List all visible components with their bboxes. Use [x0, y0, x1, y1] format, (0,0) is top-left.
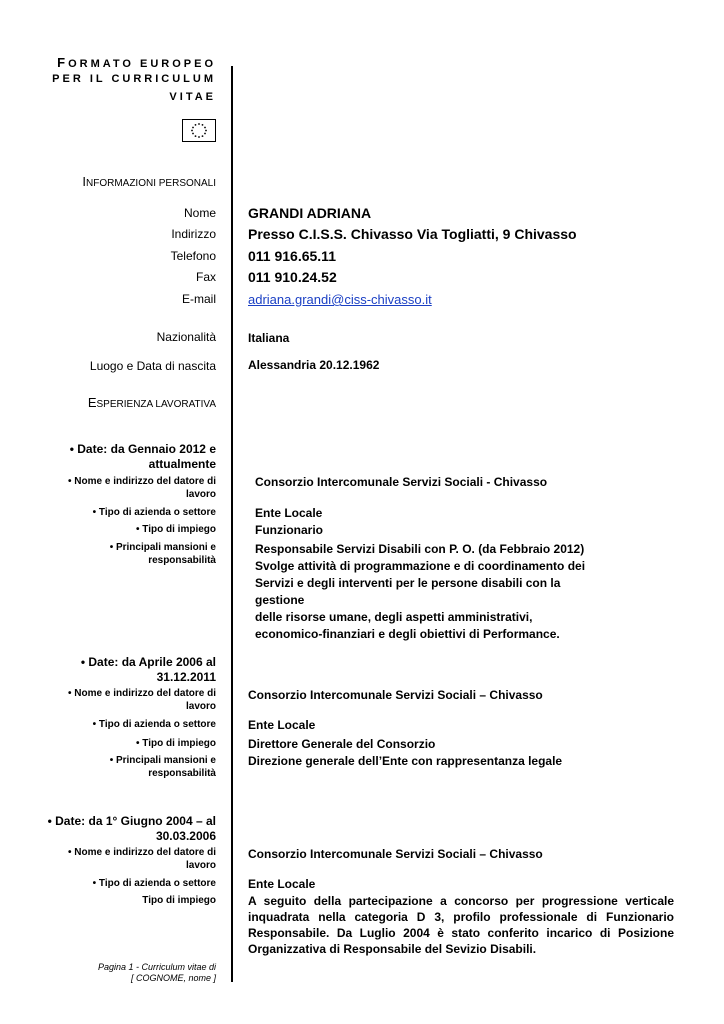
eu-flag-icon: [182, 119, 216, 142]
entry-2-duties-label: • Principali mansioni e responsabilità: [109, 755, 216, 779]
entry-3-date: • Date: da 1° Giugno 2004 – al 30.03.2006: [47, 814, 216, 843]
entry-3-employer: Consorzio Intercomunale Servizi Sociali – Chivasso: [248, 847, 543, 861]
title-line-2: PER IL CURRICULUM: [52, 73, 216, 85]
entry-1-duties-line: Servizi e degli interventi per le persone disabili con la gestione: [255, 576, 561, 607]
entry-1-duties: [255, 541, 595, 643]
title-line-1: FORMATO EUROPEO: [57, 55, 216, 70]
value-fax: 011 910.24.52: [248, 269, 337, 285]
entry-1-employer: Consorzio Intercomunale Servizi Sociali - Chivasso: [255, 475, 548, 489]
entry-2-date: • Date: da Aprile 2006 al 31.12.2011: [80, 655, 216, 684]
experience-heading: ESPERIENZA LAVORATIVA: [87, 395, 216, 410]
title-line-3: VITAE: [169, 91, 216, 103]
entry-3-employer-label: • Nome e indirizzo del datore di lavoro: [68, 847, 216, 871]
page-footer: [76, 962, 216, 984]
column-divider: [231, 66, 233, 982]
entry-1-job: Funzionario: [255, 523, 323, 537]
entry-1-date: • Date: da Gennaio 2012 e attualmente: [69, 442, 216, 471]
entry-3-sector-label: • Tipo di azienda o settore: [92, 878, 216, 889]
entry-2-sector-label: • Tipo di azienda o settore: [92, 719, 216, 730]
value-nazionalita: Italiana: [248, 331, 290, 345]
value-luogo-data-nascita: Alessandria 20.12.1962: [248, 358, 380, 372]
entry-1-duties-line: Responsabile Servizi Disabili con P. O. (da Febbraio 2012): [255, 542, 585, 556]
footer-line-2: [ COGNOME, nome ]: [130, 973, 216, 983]
value-telefono: 011 916.65.11: [248, 248, 336, 264]
label-indirizzo: Indirizzo: [171, 227, 216, 241]
entry-1-job-label: • Tipo di impiego: [136, 524, 216, 535]
entry-2-employer: Consorzio Intercomunale Servizi Sociali – Chivasso: [248, 688, 543, 702]
entry-3-sector: Ente Locale: [248, 877, 316, 891]
entry-1-duties-line: economico-finanziari e degli obiettivi di Performance.: [255, 627, 560, 641]
entry-2-job: Direttore Generale del Consorzio: [248, 737, 436, 751]
entry-2-employer-label: • Nome e indirizzo del datore di lavoro: [68, 688, 216, 712]
label-fax: Fax: [195, 270, 216, 284]
entry-1-sector-label: • Tipo di azienda o settore: [92, 507, 216, 518]
entry-1-duties-line: Svolge attività di programmazione e di coordinamento dei: [255, 559, 586, 573]
entry-2-duties: Direzione generale dell’Ente con rappresentanza legale: [248, 754, 563, 768]
value-nome: GRANDI ADRIANA: [248, 205, 372, 221]
entry-2-sector: Ente Locale: [248, 718, 316, 732]
footer-line-1: Pagina 1 - Curriculum vitae di: [97, 962, 216, 972]
label-luogo-data-nascita: Luogo e Data di nascita: [89, 359, 216, 373]
label-nome: Nome: [183, 206, 216, 220]
label-nazionalita: Nazionalità: [156, 330, 216, 344]
entry-1-sector: Ente Locale: [255, 506, 323, 520]
entry-1-duties-line: delle risorse umane, degli aspetti amministrativi,: [255, 610, 533, 624]
value-indirizzo: Presso C.I.S.S. Chivasso Via Togliatti, 9 Chivasso: [248, 226, 577, 242]
email-link[interactable]: adriana.grandi@ciss-chivasso.it: [248, 292, 432, 307]
entry-2-job-label: • Tipo di impiego: [136, 738, 216, 749]
label-telefono: Telefono: [170, 249, 216, 263]
label-email: E-mail: [181, 292, 216, 306]
entry-3-job-label: Tipo di impiego: [142, 895, 216, 906]
entry-1-duties-label: • Principali mansioni e responsabilità: [109, 542, 216, 566]
personal-info-heading: INFORMAZIONI PERSONALI: [82, 174, 216, 189]
entry-3-job: A seguito della partecipazione a concorso per progressione verticale inquadrata nella categoria D 3, profilo professionale di Funzionario Responsabile. Da Luglio 2004 è stato conferito incarico di Posizione Organizzativa di Responsabile del Sevizio Disabili.: [248, 894, 674, 956]
entry-1-employer-label: • Nome e indirizzo del datore di lavoro: [68, 476, 216, 500]
